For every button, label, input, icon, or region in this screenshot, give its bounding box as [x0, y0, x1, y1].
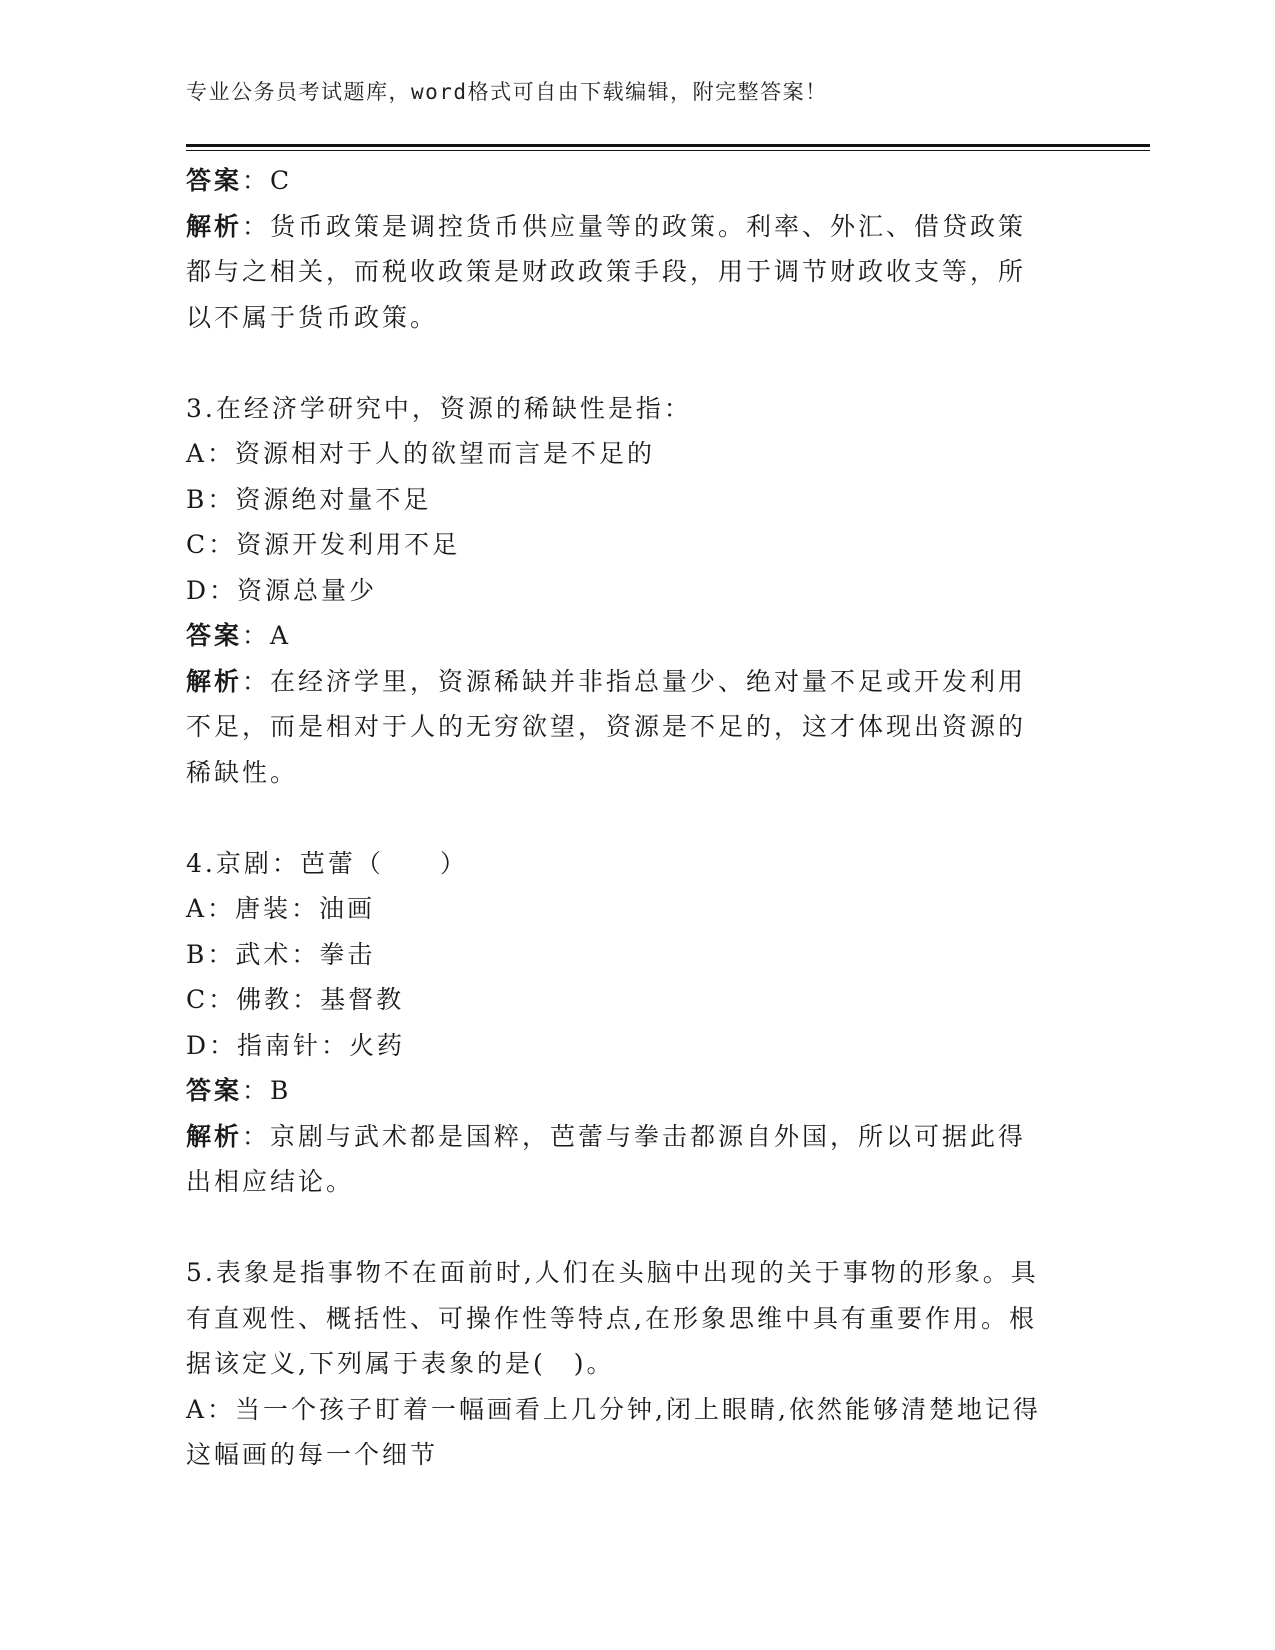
q3-option-b: B：资源绝对量不足 [186, 484, 432, 514]
page-header: 专业公务员考试题库，word格式可自由下载编辑，附完整答案！ [186, 80, 828, 104]
header-rule-thick [186, 144, 1150, 147]
q3-analysis-line-2: 不足，而是相对于人的无穷欲望，资源是不足的，这才体现出资源的 [186, 712, 1027, 741]
q4-stem: 4.京剧：芭蕾（ ） [186, 848, 468, 878]
analysis-text: ：货币政策是调控货币供应量等的政策。利率、外汇、借贷政策 [242, 211, 1027, 241]
answer-label: 答案 [186, 1076, 243, 1105]
analysis-label: 解析 [186, 211, 243, 241]
q5-option-a-line-1: A：当一个孩子盯着一幅画看上几分钟,闭上眼睛,依然能够清楚地记得 [186, 1394, 1041, 1424]
q4-option-b: B：武术：拳击 [186, 939, 376, 969]
answer-value: ：A [242, 621, 292, 650]
answer-value: ：C [242, 166, 293, 195]
q4-option-c: C：佛教：基督教 [186, 985, 405, 1014]
q4-option-d: D：指南针：火药 [186, 1030, 406, 1060]
q2-analysis-line-3: 以不属于货币政策。 [186, 302, 439, 332]
q3-analysis-line-1 [186, 659, 1076, 705]
q3-option-a: A：资源相对于人的欲望而言是不足的 [186, 439, 656, 468]
q3-analysis-line-3: 稀缺性。 [186, 757, 299, 787]
answer-value: ：B [242, 1076, 292, 1105]
q3-option-d: D：资源总量少 [186, 575, 378, 605]
q4-analysis-line-1 [186, 1114, 1076, 1160]
q2-analysis-line-1 [186, 204, 1076, 250]
analysis-label: 解析 [186, 666, 243, 696]
q5-stem-line-2: 有直观性、概括性、可操作性等特点,在形象思维中具有重要作用。根 [186, 1303, 1037, 1333]
answer-label: 答案 [186, 621, 243, 650]
spacer [186, 795, 1076, 841]
q4-option-a: A：唐装：油画 [186, 894, 376, 923]
analysis-text: ：京剧与武术都是国粹，芭蕾与拳击都源自外国，所以可据此得 [242, 1121, 1027, 1151]
spacer [186, 340, 1076, 386]
answer-label: 答案 [186, 166, 243, 195]
q2-analysis-line-2: 都与之相关，而税收政策是财政政策手段，用于调节财政收支等，所 [186, 257, 1027, 286]
q3-answer [186, 613, 1076, 659]
q5-stem-line-3: 据该定义,下列属于表象的是( )。 [186, 1349, 615, 1378]
q3-stem: 3.在经济学研究中，资源的稀缺性是指： [186, 393, 692, 423]
q3-option-c: C：资源开发利用不足 [186, 530, 461, 559]
q4-answer [186, 1068, 1076, 1114]
q4-analysis-line-2: 出相应结论。 [186, 1167, 355, 1196]
spacer [186, 1205, 1076, 1251]
q5-option-a-line-2: 这幅画的每一个细节 [186, 1440, 439, 1469]
q2-answer [186, 158, 1076, 204]
header-rule-thin [186, 150, 1150, 151]
analysis-label: 解析 [186, 1121, 243, 1151]
document-body [186, 158, 1076, 1478]
analysis-text: ：在经济学里，资源稀缺并非指总量少、绝对量不足或开发利用 [242, 666, 1027, 696]
q5-stem-line-1: 5.表象是指事物不在面前时,人们在头脑中出现的关于事物的形象。具 [186, 1258, 1039, 1287]
